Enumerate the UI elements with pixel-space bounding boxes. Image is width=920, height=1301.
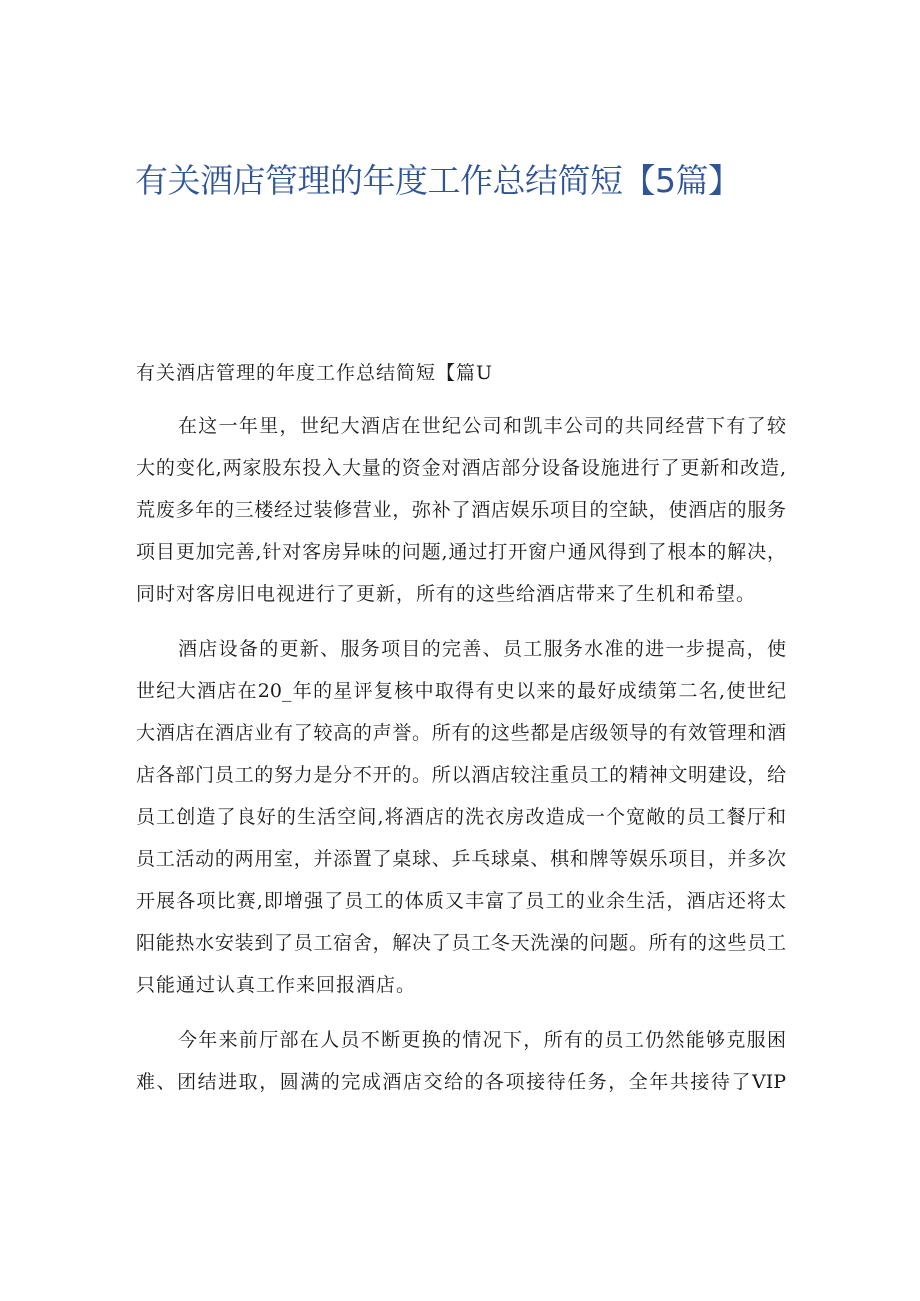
paragraph-line: 同时对客房旧电视进行了更新，所有的这些给酒店带来了生机和希望。 — [136, 583, 757, 605]
document-title: 有关酒店管理的年度工作总结简短【5篇】 — [135, 161, 741, 200]
document-body — [136, 354, 786, 1103]
paragraph-line: 员工活动的两用室，并添置了桌球、乒乓球桌、棋和牌等娱乐项目，并多次 — [136, 848, 786, 870]
paragraph-3 — [136, 1006, 786, 1103]
paragraph-line: 难、团结进取，圆满的完成酒店交给的各项接待任务，全年共接待了VIP — [136, 1071, 786, 1093]
paragraph-line: 大酒店在酒店业有了较高的声誉。所有的这些都是店级领导的有效管理和酒 — [136, 722, 786, 744]
paragraph-line: 项目更加完善,针对客房异味的问题,通过打开窗户通风得到了根本的解决， — [136, 541, 786, 563]
section-heading: 有关酒店管理的年度工作总结简短【篇U — [136, 362, 494, 384]
paragraph-line: 只能通过认真工作来回报酒店。 — [136, 974, 417, 996]
paragraph-2 — [136, 615, 786, 1006]
paragraph-line: 今年来前厅部在人员不断更换的情况下，所有的员工仍然能够克服困 — [178, 1029, 786, 1051]
paragraph-line: 店各部门员工的努力是分不开的。所以酒店较注重员工的精神文明建设，给 — [136, 764, 786, 786]
paragraph-line: 开展各项比赛,即增强了员工的体质又丰富了员工的业余生活，酒店还将太 — [136, 890, 786, 912]
paragraph-line: 阳能热水安装到了员工宿舍，解决了员工冬天洗澡的问题。所有的这些员工 — [136, 932, 786, 954]
paragraph-line: 大的变化,两家股东投入大量的资金对酒店部分设备设施进行了更新和改造, — [136, 457, 786, 479]
paragraph-1 — [136, 392, 786, 615]
paragraph-line: 荒废多年的三楼经过装修营业，弥补了酒店娱乐项目的空缺，使酒店的服务 — [136, 499, 786, 521]
paragraph-line: 在这一年里，世纪大酒店在世纪公司和凯丰公司的共同经营下有了较 — [178, 415, 786, 437]
paragraph-line: 酒店设备的更新、服务项目的完善、员工服务水准的进一步提高，使 — [178, 638, 786, 660]
paragraph-line: 世纪大酒店在20_年的星评复核中取得有史以来的最好成绩第二名,使世纪 — [136, 680, 786, 702]
paragraph-line: 员工创造了良好的生活空间,将酒店的洗衣房改造成一个宽敞的员工餐厅和 — [136, 806, 786, 828]
